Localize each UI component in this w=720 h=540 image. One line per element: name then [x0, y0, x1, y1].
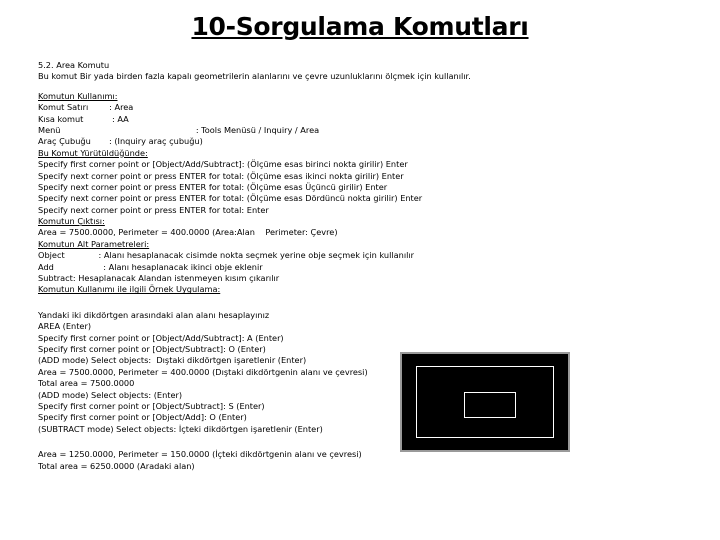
execution-line: Specify next corner point or press ENTER for total: (Ölçüme esas Dördüncü nokta girilir) Enter: [38, 193, 423, 204]
example-line: Specify first corner point or [Object/Add/Subtract]: A (Enter): [38, 332, 284, 343]
example-line: (SUBTRACT mode) Select objects: İçteki dikdörtgen işaretlenir (Enter): [38, 423, 323, 434]
params-heading: Komutun Alt Parametreleri:: [38, 238, 150, 249]
page-title: 10-Sorgulama Komutları: [191, 12, 529, 41]
output-line: Area = 7500.0000, Perimeter = 400.0000 (Area:Alan Perimeter: Çevre): [38, 227, 338, 238]
example-line: Area = 7500.0000, Perimeter = 400.0000 (Dıştaki dikdörtgenin alanı ve çevresi): [38, 366, 368, 377]
execution-line: Specify next corner point or press ENTER for total: (Ölçüme esas Üçüncü girilir) Enter: [38, 181, 388, 192]
usage-shortcut: Kısa komut : AA: [38, 113, 129, 124]
example-line: (ADD mode) Select objects: (Enter): [38, 389, 183, 400]
section-intro: Bu komut Bir yada birden fazla kapalı geometrilerin alanlarını ve çevre uzunluklarını ölçmek için kullanılır.: [38, 71, 471, 82]
section-heading: 5.2. Area Komutu: [38, 60, 110, 70]
param-object: Object : Alanı hesaplanacak cisimde nokta seçmek yerine obje seçmek için kullanılır: [38, 250, 415, 261]
example-result-line: Total area = 6250.0000 (Aradaki alan): [38, 460, 195, 471]
usage-toolbar: Araç Çubuğu : (Inquiry araç çubuğu): [38, 136, 203, 147]
execution-line: Specify next corner point or press ENTER for total: (Ölçüme esas ikinci nokta girilir) Enter: [38, 170, 404, 181]
example-result-line: Area = 1250.0000, Perimeter = 150.0000 (İçteki dikdörtgenin alanı ve çevresi): [38, 449, 362, 460]
example-line: Total area = 7500.0000: [38, 378, 135, 389]
example-heading: Komutun Kullanımı ile ilgili Örnek Uygulama:: [38, 284, 221, 295]
param-subtract: Subtract: Hesaplanacak Alandan istenmeyen kısım çıkarılır: [38, 273, 280, 284]
execution-line: Specify first corner point or [Object/Add/Subtract]: (Ölçüme esas birinci nokta girilir) Enter: [38, 159, 408, 170]
example-line: Specify first corner point or [Object/Add]: O (Enter): [38, 412, 247, 423]
document-body: [38, 60, 678, 472]
nested-rectangles-figure: [400, 352, 570, 452]
usage-heading: Komutun Kullanımı:: [38, 90, 118, 101]
usage-command-line: Komut Satırı : Area: [38, 102, 134, 113]
example-line: Specify first corner point or [Object/Subtract]: O (Enter): [38, 343, 266, 354]
example-line: Yandaki iki dikdörtgen arasındaki alan alanı hesaplayınız: [38, 309, 270, 320]
param-add: Add : Alanı hesaplanacak ikinci obje eklenir: [38, 261, 263, 272]
execution-heading: Bu Komut Yürütüldüğünde:: [38, 147, 148, 158]
output-heading: Komutun Çıktısı:: [38, 216, 105, 227]
usage-menu: Menü : Tools Menüsü / Inquiry / Area: [38, 124, 320, 135]
example-line: (ADD mode) Select objects: Dıştaki dikdörtgen işaretlenir (Enter): [38, 355, 307, 366]
example-line: Specify first corner point or [Object/Subtract]: S (Enter): [38, 400, 265, 411]
inner-rectangle: [464, 392, 516, 418]
execution-line: Specify next corner point or press ENTER for total: Enter: [38, 204, 269, 215]
example-line: AREA (Enter): [38, 321, 92, 332]
